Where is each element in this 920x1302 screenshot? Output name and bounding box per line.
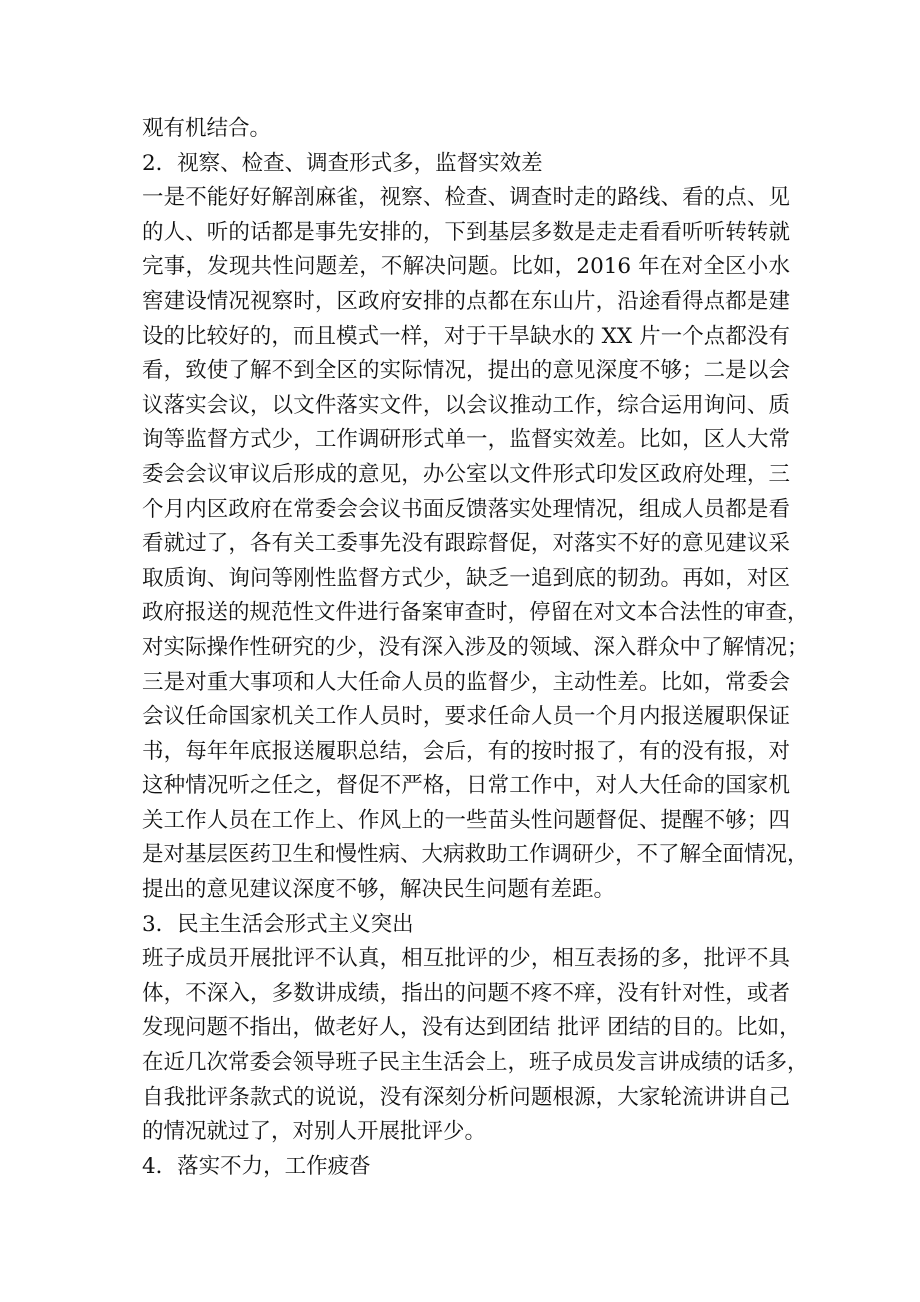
text-line: 政府报送的规范性文件进行备案审查时，停留在对文本合法性的审查， [142,600,809,626]
text-line: 一是不能好好解剖麻雀，视察、检查、调查时走的路线、看的点、见 [142,185,790,211]
text-line: 体，不深入，多数讲成绩，指出的问题不疼不痒，没有针对性，或者 [142,980,790,1006]
text-line: 委会会议审议后形成的意见，办公室以文件形式印发区政府处理，三 [142,461,790,487]
paragraph-intro-tail [142,112,790,147]
text-line: 书，每年年底报送履职总结，会后，有的按时报了，有的没有报，对 [142,738,790,764]
heading-line: 4．落实不力，工作疲沓 [142,1153,371,1179]
text-line: 关工作人员在工作上、作风上的一些苗头性问题督促、提醒不够；四 [142,807,790,833]
text-line: 的人、听的话都是事先安排的，下到基层多数是走走看看听听转转就 [142,219,790,245]
text-line: 议落实会议，以文件落实文件，以会议推动工作，综合运用询问、质 [142,392,790,418]
text-line: 这种情况听之任之，督促不严格，日常工作中，对人大任命的国家机 [142,773,790,799]
section-heading-2 [142,147,790,182]
text-line: 对实际操作性研究的少，没有深入涉及的领域、深入群众中了解情况； [142,634,809,660]
text-line: 自我批评条款式的说说，没有深刻分析问题根源，大家轮流讲讲自己 [142,1084,790,1110]
heading-line: 3．民主生活会形式主义突出 [142,911,414,937]
heading-line: 2．视察、检查、调查形式多，监督实效差 [142,150,543,176]
text-line: 观有机结合。 [142,116,272,141]
text-line: 会议任命国家机关工作人员时，要求任命人员一个月内报送履职保证 [142,704,790,730]
text-line: 个月内区政府在常委会会议书面反馈落实处理情况，组成人员都是看 [142,496,790,522]
text-line: 的情况就过了，对别人开展批评少。 [142,1119,487,1145]
text-line: 看，致使了解不到全区的实际情况，提出的意见深度不够；二是以会 [142,358,790,384]
document-body [142,112,809,1184]
text-line: 是对基层医药卫生和慢性病、大病救助工作调研少，不了解全面情况， [142,842,809,868]
text-line: 取质询、询问等刚性监督方式少，缺乏一追到底的韧劲。再如，对区 [142,565,790,591]
section-heading-4 [142,1150,790,1185]
section-heading-3 [142,908,790,943]
text-line: 看就过了，各有关工委事先没有跟踪督促，对落实不好的意见建议采 [142,531,790,557]
text-line: 提出的意见建议深度不够，解决民生问题有差距。 [142,877,616,903]
text-line: 班子成员开展批评不认真，相互批评的少，相互表扬的多，批评不具 [142,946,790,972]
text-line: 发现问题不指出，做老好人，没有达到团结 批评 团结的目的。比如， [142,1015,801,1041]
paragraph-section-2 [142,181,809,907]
text-line: 窖建设情况视察时，区政府安排的点都在东山片，沿途看得点都是建 [142,288,790,314]
paragraph-section-3 [142,942,809,1150]
text-line: 三是对重大事项和人大任命人员的监督少，主动性差。比如，常委会 [142,669,790,695]
text-line: 询等监督方式少，工作调研形式单一，监督实效差。比如，区人大常 [142,427,790,453]
text-line: 设的比较好的，而且模式一样，对于干旱缺水的 XX 片一个点都没有 [142,323,790,349]
text-line: 完事，发现共性问题差，不解决问题。比如，2016 年在对全区小水 [142,254,790,280]
text-line: 在近几次常委会领导班子民主生活会上，班子成员发言讲成绩的话多， [142,1050,809,1076]
